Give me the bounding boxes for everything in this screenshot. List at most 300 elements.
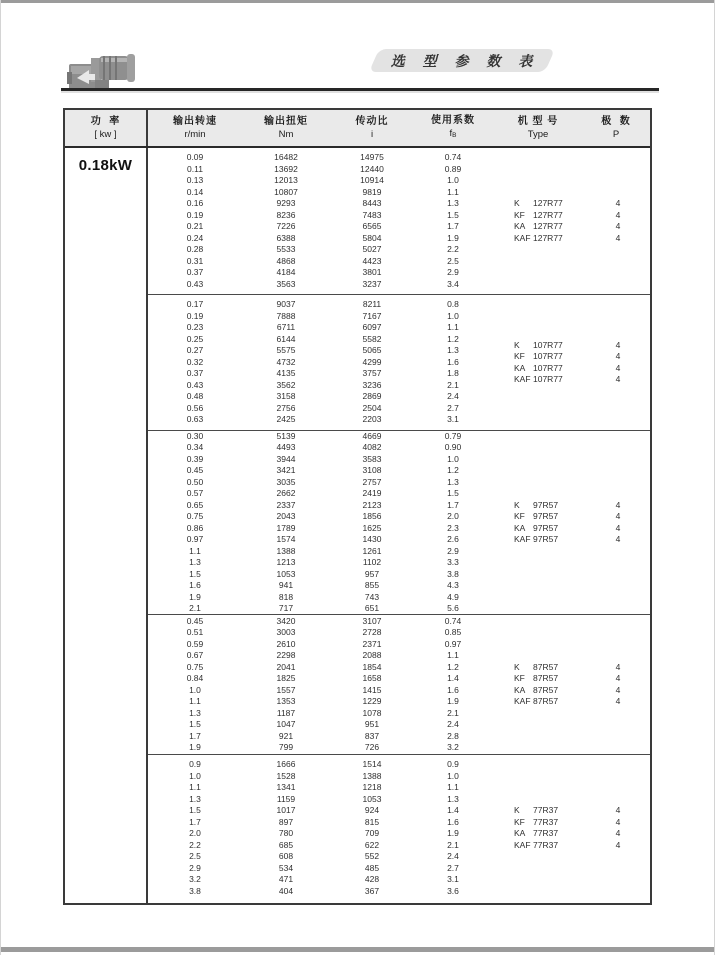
table-cell: 7888 xyxy=(276,310,296,321)
table-cell: 6144 xyxy=(276,333,296,344)
page-top-rule xyxy=(1,0,714,3)
table-cell: 12013 xyxy=(274,175,298,185)
table-cell: 8211 xyxy=(362,299,382,310)
model-label xyxy=(514,534,558,546)
table-cell: 3.4 xyxy=(447,278,459,289)
table-cell: 1.3 xyxy=(447,476,459,487)
table-cell: 3801 xyxy=(362,267,382,277)
model-size: 77R37 xyxy=(533,828,559,838)
table-cell: 0.19 xyxy=(186,310,204,321)
table-cell: 2662 xyxy=(276,488,296,498)
poles-value: 4 xyxy=(615,221,621,231)
model-prefix: K xyxy=(514,661,520,672)
table-row xyxy=(148,580,650,592)
table-cell: 941 xyxy=(278,580,294,590)
type-row xyxy=(492,817,650,829)
table-cell: 1.0 xyxy=(447,310,459,321)
type-row xyxy=(492,696,650,708)
model-prefix: K xyxy=(514,805,520,815)
model-size: 97R57 xyxy=(533,534,559,544)
model-size: 87R57 xyxy=(533,673,559,683)
table-row xyxy=(148,152,650,164)
table-cell: 1.6 xyxy=(447,356,459,367)
model-prefix: KF xyxy=(514,816,525,827)
table-cell: 2.1 xyxy=(189,603,201,613)
table-cell: 5139 xyxy=(276,430,296,441)
table-cell: 0.84 xyxy=(186,673,204,683)
table-cell: 9819 xyxy=(362,186,382,197)
table-cell: 6388 xyxy=(276,232,296,243)
table-cell: 3.6 xyxy=(447,885,459,896)
table-cell: 4669 xyxy=(362,430,382,441)
poles-value: 4 xyxy=(615,522,621,533)
table-cell: 1187 xyxy=(276,707,296,718)
table-cell: 0.50 xyxy=(186,476,204,487)
table-cell: 3003 xyxy=(276,627,296,637)
table-cell: 1789 xyxy=(276,522,296,533)
table-row xyxy=(148,708,650,720)
table-cell: 1625 xyxy=(362,522,382,533)
poles-value: 4 xyxy=(615,828,621,838)
table-cell: 13692 xyxy=(274,163,298,174)
table-cell: 0.89 xyxy=(444,163,462,174)
type-row xyxy=(492,351,650,363)
table-cell: 404 xyxy=(278,885,294,896)
model-prefix: KAF xyxy=(514,839,531,850)
table-cell: 0.13 xyxy=(186,175,204,185)
table-row xyxy=(148,477,650,489)
table-cell: 0.25 xyxy=(186,333,204,344)
table-cell: 1017 xyxy=(276,805,296,815)
table-cell: 1.2 xyxy=(447,465,459,475)
model-label xyxy=(514,805,558,817)
table-cell: 2.4 xyxy=(447,719,459,729)
table-cell: 0.65 xyxy=(186,499,204,510)
table-cell: 3757 xyxy=(362,368,382,379)
table-cell: 1.5 xyxy=(189,568,201,579)
poles-value: 4 xyxy=(615,816,621,827)
table-cell: 0.8 xyxy=(447,299,459,310)
column-header-torque xyxy=(242,110,330,146)
table-cell: 367 xyxy=(364,885,380,896)
type-row xyxy=(492,662,650,674)
table-cell: 3.8 xyxy=(447,568,459,579)
table-cell: 1.1 xyxy=(189,696,201,706)
model-size: 127R77 xyxy=(533,232,563,243)
table-cell: 2.9 xyxy=(447,545,459,556)
table-cell: 651 xyxy=(364,603,380,613)
poles-value: 4 xyxy=(615,534,621,544)
table-cell: 1102 xyxy=(362,557,382,567)
page-title: 选 型 参 数 表 xyxy=(390,52,540,69)
column-header-type xyxy=(492,110,584,146)
table-cell: 4082 xyxy=(362,442,382,452)
table-row xyxy=(148,886,650,898)
table-cell: 1.3 xyxy=(447,198,459,208)
header-factor-cn: 使用系数 xyxy=(431,114,475,126)
table-cell: 1825 xyxy=(276,673,296,683)
poles-value: 4 xyxy=(615,374,621,384)
table-cell: 1.7 xyxy=(447,221,459,231)
table-cell: 1078 xyxy=(362,707,382,718)
model-prefix: KF xyxy=(514,673,525,683)
table-cell: 1.5 xyxy=(189,719,201,729)
table-cell: 0.28 xyxy=(186,244,204,254)
table-cell: 4493 xyxy=(276,442,296,452)
table-cell: 1.1 xyxy=(447,782,459,792)
table-cell: 1.7 xyxy=(189,816,201,827)
poles-value: 4 xyxy=(615,661,621,672)
table-row xyxy=(148,546,650,558)
table-cell: 1514 xyxy=(362,759,382,769)
table-cell: 951 xyxy=(364,719,380,729)
type-row xyxy=(492,500,650,512)
table-cell: 3563 xyxy=(276,278,296,289)
table-cell: 1.3 xyxy=(189,557,201,567)
table-cell: 4299 xyxy=(362,356,382,367)
table-cell: 485 xyxy=(364,862,380,873)
table-cell: 2123 xyxy=(362,499,382,510)
table-header-row xyxy=(65,110,650,148)
table-cell: 534 xyxy=(278,862,294,873)
model-prefix: KA xyxy=(514,828,526,838)
table-cell: 4135 xyxy=(276,368,296,379)
table-row xyxy=(148,391,650,403)
table-cell: 1.6 xyxy=(447,816,459,827)
table-row xyxy=(148,569,650,581)
table-cell: 0.19 xyxy=(186,209,204,220)
table-cell: 0.59 xyxy=(186,638,204,649)
model-prefix: KA xyxy=(514,221,526,231)
model-size: 97R57 xyxy=(533,522,559,533)
table-cell: 0.48 xyxy=(186,391,204,402)
table-cell: 0.30 xyxy=(186,430,204,441)
table-cell: 897 xyxy=(278,816,294,827)
table-cell: 0.32 xyxy=(186,356,204,367)
table-cell: 3108 xyxy=(362,465,382,475)
table-cell: 1.5 xyxy=(447,488,459,498)
table-cell: 2.5 xyxy=(189,851,201,861)
table-row xyxy=(148,771,650,783)
table-row xyxy=(148,279,650,291)
type-row xyxy=(492,221,650,233)
table-cell: 7483 xyxy=(362,209,382,220)
table-row xyxy=(148,603,650,615)
table-cell: 5533 xyxy=(276,244,296,254)
table-row xyxy=(148,244,650,256)
model-prefix: KF xyxy=(514,209,525,220)
model-prefix: KAF xyxy=(514,374,531,384)
table-cell: 10914 xyxy=(360,175,384,185)
parameter-group xyxy=(148,430,650,614)
table-row xyxy=(148,431,650,443)
table-cell: 3.2 xyxy=(447,742,459,752)
table-body xyxy=(65,148,650,903)
table-cell: 3035 xyxy=(276,476,296,487)
model-label xyxy=(514,685,558,697)
header-power-cn: 功 率 xyxy=(90,115,121,127)
type-row xyxy=(492,233,650,245)
parameter-group xyxy=(148,754,650,901)
column-header-speed xyxy=(148,110,242,146)
table-cell: 6711 xyxy=(276,322,296,333)
table-cell: 1.5 xyxy=(447,209,459,220)
poles-value: 4 xyxy=(615,209,621,220)
poles-value: 4 xyxy=(615,805,621,815)
table-cell: 3236 xyxy=(362,379,382,390)
table-cell: 10807 xyxy=(274,186,298,197)
table-cell: 0.97 xyxy=(186,534,204,544)
table-cell: 0.31 xyxy=(186,255,204,266)
table-cell: 2.9 xyxy=(447,267,459,277)
model-prefix: KF xyxy=(514,511,525,521)
table-cell: 1430 xyxy=(362,534,382,544)
table-cell: 3562 xyxy=(276,379,296,390)
header-ratio-en: i xyxy=(370,128,374,140)
model-size: 77R37 xyxy=(533,805,559,815)
table-cell: 1.3 xyxy=(447,793,459,804)
table-cell: 799 xyxy=(278,742,294,752)
header-factor-en: fB xyxy=(449,127,457,139)
parameter-group xyxy=(148,614,650,754)
table-cell: 1.8 xyxy=(447,368,459,379)
poles-value: 4 xyxy=(615,198,621,208)
table-cell: 2337 xyxy=(276,499,296,510)
table-cell: 2.8 xyxy=(447,730,459,741)
type-row xyxy=(492,363,650,375)
table-cell: 837 xyxy=(364,730,380,741)
table-cell: 622 xyxy=(364,839,380,850)
model-prefix: KA xyxy=(514,522,526,533)
table-cell: 1.4 xyxy=(447,673,459,683)
table-cell: 2.2 xyxy=(447,244,459,254)
model-label xyxy=(514,673,558,685)
table-cell: 4868 xyxy=(276,255,296,266)
table-row xyxy=(148,442,650,454)
model-prefix: KAF xyxy=(514,232,531,243)
type-block xyxy=(492,500,650,546)
poles-value: 4 xyxy=(615,499,621,510)
type-block xyxy=(492,805,650,851)
table-row xyxy=(148,863,650,875)
table-cell: 2.0 xyxy=(189,828,201,838)
model-prefix: KF xyxy=(514,351,525,361)
type-row xyxy=(492,685,650,697)
table-cell: 0.9 xyxy=(189,759,201,769)
type-block xyxy=(492,662,650,708)
model-prefix: KA xyxy=(514,684,526,695)
type-row xyxy=(492,374,650,386)
table-cell: 685 xyxy=(278,839,294,850)
table-row xyxy=(148,650,650,662)
table-cell: 0.85 xyxy=(444,627,462,637)
model-label xyxy=(514,828,558,840)
poles-value: 4 xyxy=(615,351,621,361)
table-cell: 2.1 xyxy=(447,707,459,718)
table-cell: 0.67 xyxy=(186,650,204,660)
table-row xyxy=(148,454,650,466)
table-cell: 1.9 xyxy=(447,696,459,706)
table-cell: 1.7 xyxy=(447,499,459,510)
model-size: 107R77 xyxy=(533,374,563,384)
table-row xyxy=(148,164,650,176)
table-cell: 1.3 xyxy=(447,345,459,356)
table-cell: 1229 xyxy=(362,696,382,706)
model-label xyxy=(514,374,563,386)
table-cell: 1388 xyxy=(362,770,382,781)
table-cell: 0.11 xyxy=(187,163,203,174)
model-prefix: KAF xyxy=(514,534,531,544)
model-label xyxy=(514,221,563,233)
table-cell: 1574 xyxy=(276,534,296,544)
model-size: 87R57 xyxy=(533,684,559,695)
table-cell: 2371 xyxy=(362,638,382,649)
table-cell: 1.3 xyxy=(189,793,201,804)
model-size: 127R77 xyxy=(533,221,563,231)
table-cell: 0.63 xyxy=(186,414,204,425)
model-label xyxy=(514,696,558,708)
table-cell: 3944 xyxy=(276,453,296,464)
table-cell: 0.86 xyxy=(186,522,204,533)
table-cell: 0.16 xyxy=(186,198,204,208)
table-cell: 1.3 xyxy=(189,707,201,718)
header-torque-cn: 输出扭矩 xyxy=(264,115,308,127)
table-cell: 0.39 xyxy=(186,453,204,464)
page-bottom-rule xyxy=(1,947,714,952)
table-cell: 3.1 xyxy=(447,414,459,425)
model-label xyxy=(514,210,563,222)
table-cell: 3583 xyxy=(362,453,382,464)
table-cell: 9293 xyxy=(276,198,296,208)
table-cell: 1261 xyxy=(362,545,382,556)
table-cell: 2041 xyxy=(276,661,296,672)
header-torque-en: Nm xyxy=(278,128,294,140)
table-cell: 1.1 xyxy=(447,186,459,197)
table-row xyxy=(148,782,650,794)
table-cell: 957 xyxy=(364,568,380,579)
table-cell: 1.1 xyxy=(447,322,459,333)
table-cell: 0.90 xyxy=(444,442,462,452)
model-size: 127R77 xyxy=(533,209,563,220)
parameter-group xyxy=(148,294,650,430)
type-row xyxy=(492,210,650,222)
type-row xyxy=(492,523,650,535)
table-cell: 1.0 xyxy=(447,175,459,185)
table-row xyxy=(148,488,650,500)
table-row xyxy=(148,557,650,569)
column-header-poles xyxy=(584,110,648,146)
poles-value: 4 xyxy=(615,511,621,521)
table-cell: 1.5 xyxy=(189,805,201,815)
table-cell: 921 xyxy=(278,730,294,741)
table-cell: 2756 xyxy=(276,402,296,413)
table-row xyxy=(148,874,650,886)
table-cell: 1341 xyxy=(276,782,296,792)
table-cell: 0.37 xyxy=(186,267,204,277)
table-cell: 0.56 xyxy=(186,402,204,413)
table-row xyxy=(148,759,650,771)
table-cell: 3.2 xyxy=(189,874,201,884)
table-cell: 4184 xyxy=(276,267,296,277)
table-cell: 1.9 xyxy=(447,232,459,243)
table-cell: 1.6 xyxy=(189,580,201,590)
table-cell: 0.45 xyxy=(186,465,204,475)
model-label xyxy=(514,523,558,535)
table-cell: 2043 xyxy=(276,511,296,521)
table-cell: 1856 xyxy=(362,511,382,521)
table-cell: 1.4 xyxy=(447,805,459,815)
table-cell: 1.0 xyxy=(189,684,201,695)
table-cell: 1.2 xyxy=(447,333,459,344)
power-value: 0.18kW xyxy=(78,157,133,174)
column-header-ratio xyxy=(330,110,414,146)
table-row xyxy=(148,616,650,628)
table-cell: 2.1 xyxy=(447,839,459,850)
type-row xyxy=(492,511,650,523)
table-body-groups xyxy=(148,148,650,903)
table-cell: 2.7 xyxy=(447,402,459,413)
table-cell: 608 xyxy=(278,851,294,861)
table-row xyxy=(148,639,650,651)
table-cell: 6097 xyxy=(362,322,382,333)
header-poles-cn: 极 数 xyxy=(601,115,631,127)
model-label xyxy=(514,233,563,245)
table-cell: 0.23 xyxy=(186,322,204,333)
table-row xyxy=(148,414,650,426)
table-cell: 3158 xyxy=(276,391,296,402)
title-banner xyxy=(369,49,555,72)
model-size: 127R77 xyxy=(533,198,563,208)
table-cell: 0.21 xyxy=(186,221,204,231)
table-row xyxy=(148,465,650,477)
model-label xyxy=(514,511,558,523)
selection-parameter-table xyxy=(63,108,652,905)
table-cell: 2757 xyxy=(362,476,382,487)
table-cell: 1.1 xyxy=(447,650,459,660)
model-size: 107R77 xyxy=(533,339,563,350)
table-cell: 0.43 xyxy=(186,379,204,390)
header-rule xyxy=(61,88,659,91)
table-cell: 16482 xyxy=(274,152,298,162)
table-cell: 0.74 xyxy=(444,615,462,626)
model-size: 77R37 xyxy=(533,816,559,827)
table-cell: 2.3 xyxy=(447,522,459,533)
column-header-service-factor xyxy=(414,110,492,146)
table-cell: 1388 xyxy=(276,545,296,556)
table-row xyxy=(148,267,650,279)
table-cell: 1.1 xyxy=(189,545,201,556)
header-type-cn: 机 型 号 xyxy=(517,115,559,127)
table-row xyxy=(148,794,650,806)
table-cell: 1658 xyxy=(362,673,382,683)
poles-value: 4 xyxy=(615,232,621,243)
table-cell: 2.4 xyxy=(447,391,459,402)
table-cell: 1213 xyxy=(276,557,296,567)
table-cell: 709 xyxy=(364,828,380,838)
type-row xyxy=(492,198,650,210)
table-cell: 4732 xyxy=(276,356,296,367)
table-cell: 2728 xyxy=(362,627,382,637)
table-cell: 2.1 xyxy=(447,379,459,390)
table-cell: 0.14 xyxy=(186,186,204,197)
model-label xyxy=(514,840,558,852)
table-cell: 0.37 xyxy=(186,368,204,379)
table-cell: 3.3 xyxy=(447,557,459,567)
poles-value: 4 xyxy=(615,362,621,373)
table-cell: 1666 xyxy=(276,759,296,769)
table-cell: 1557 xyxy=(276,684,296,695)
table-cell: 0.75 xyxy=(186,511,204,521)
